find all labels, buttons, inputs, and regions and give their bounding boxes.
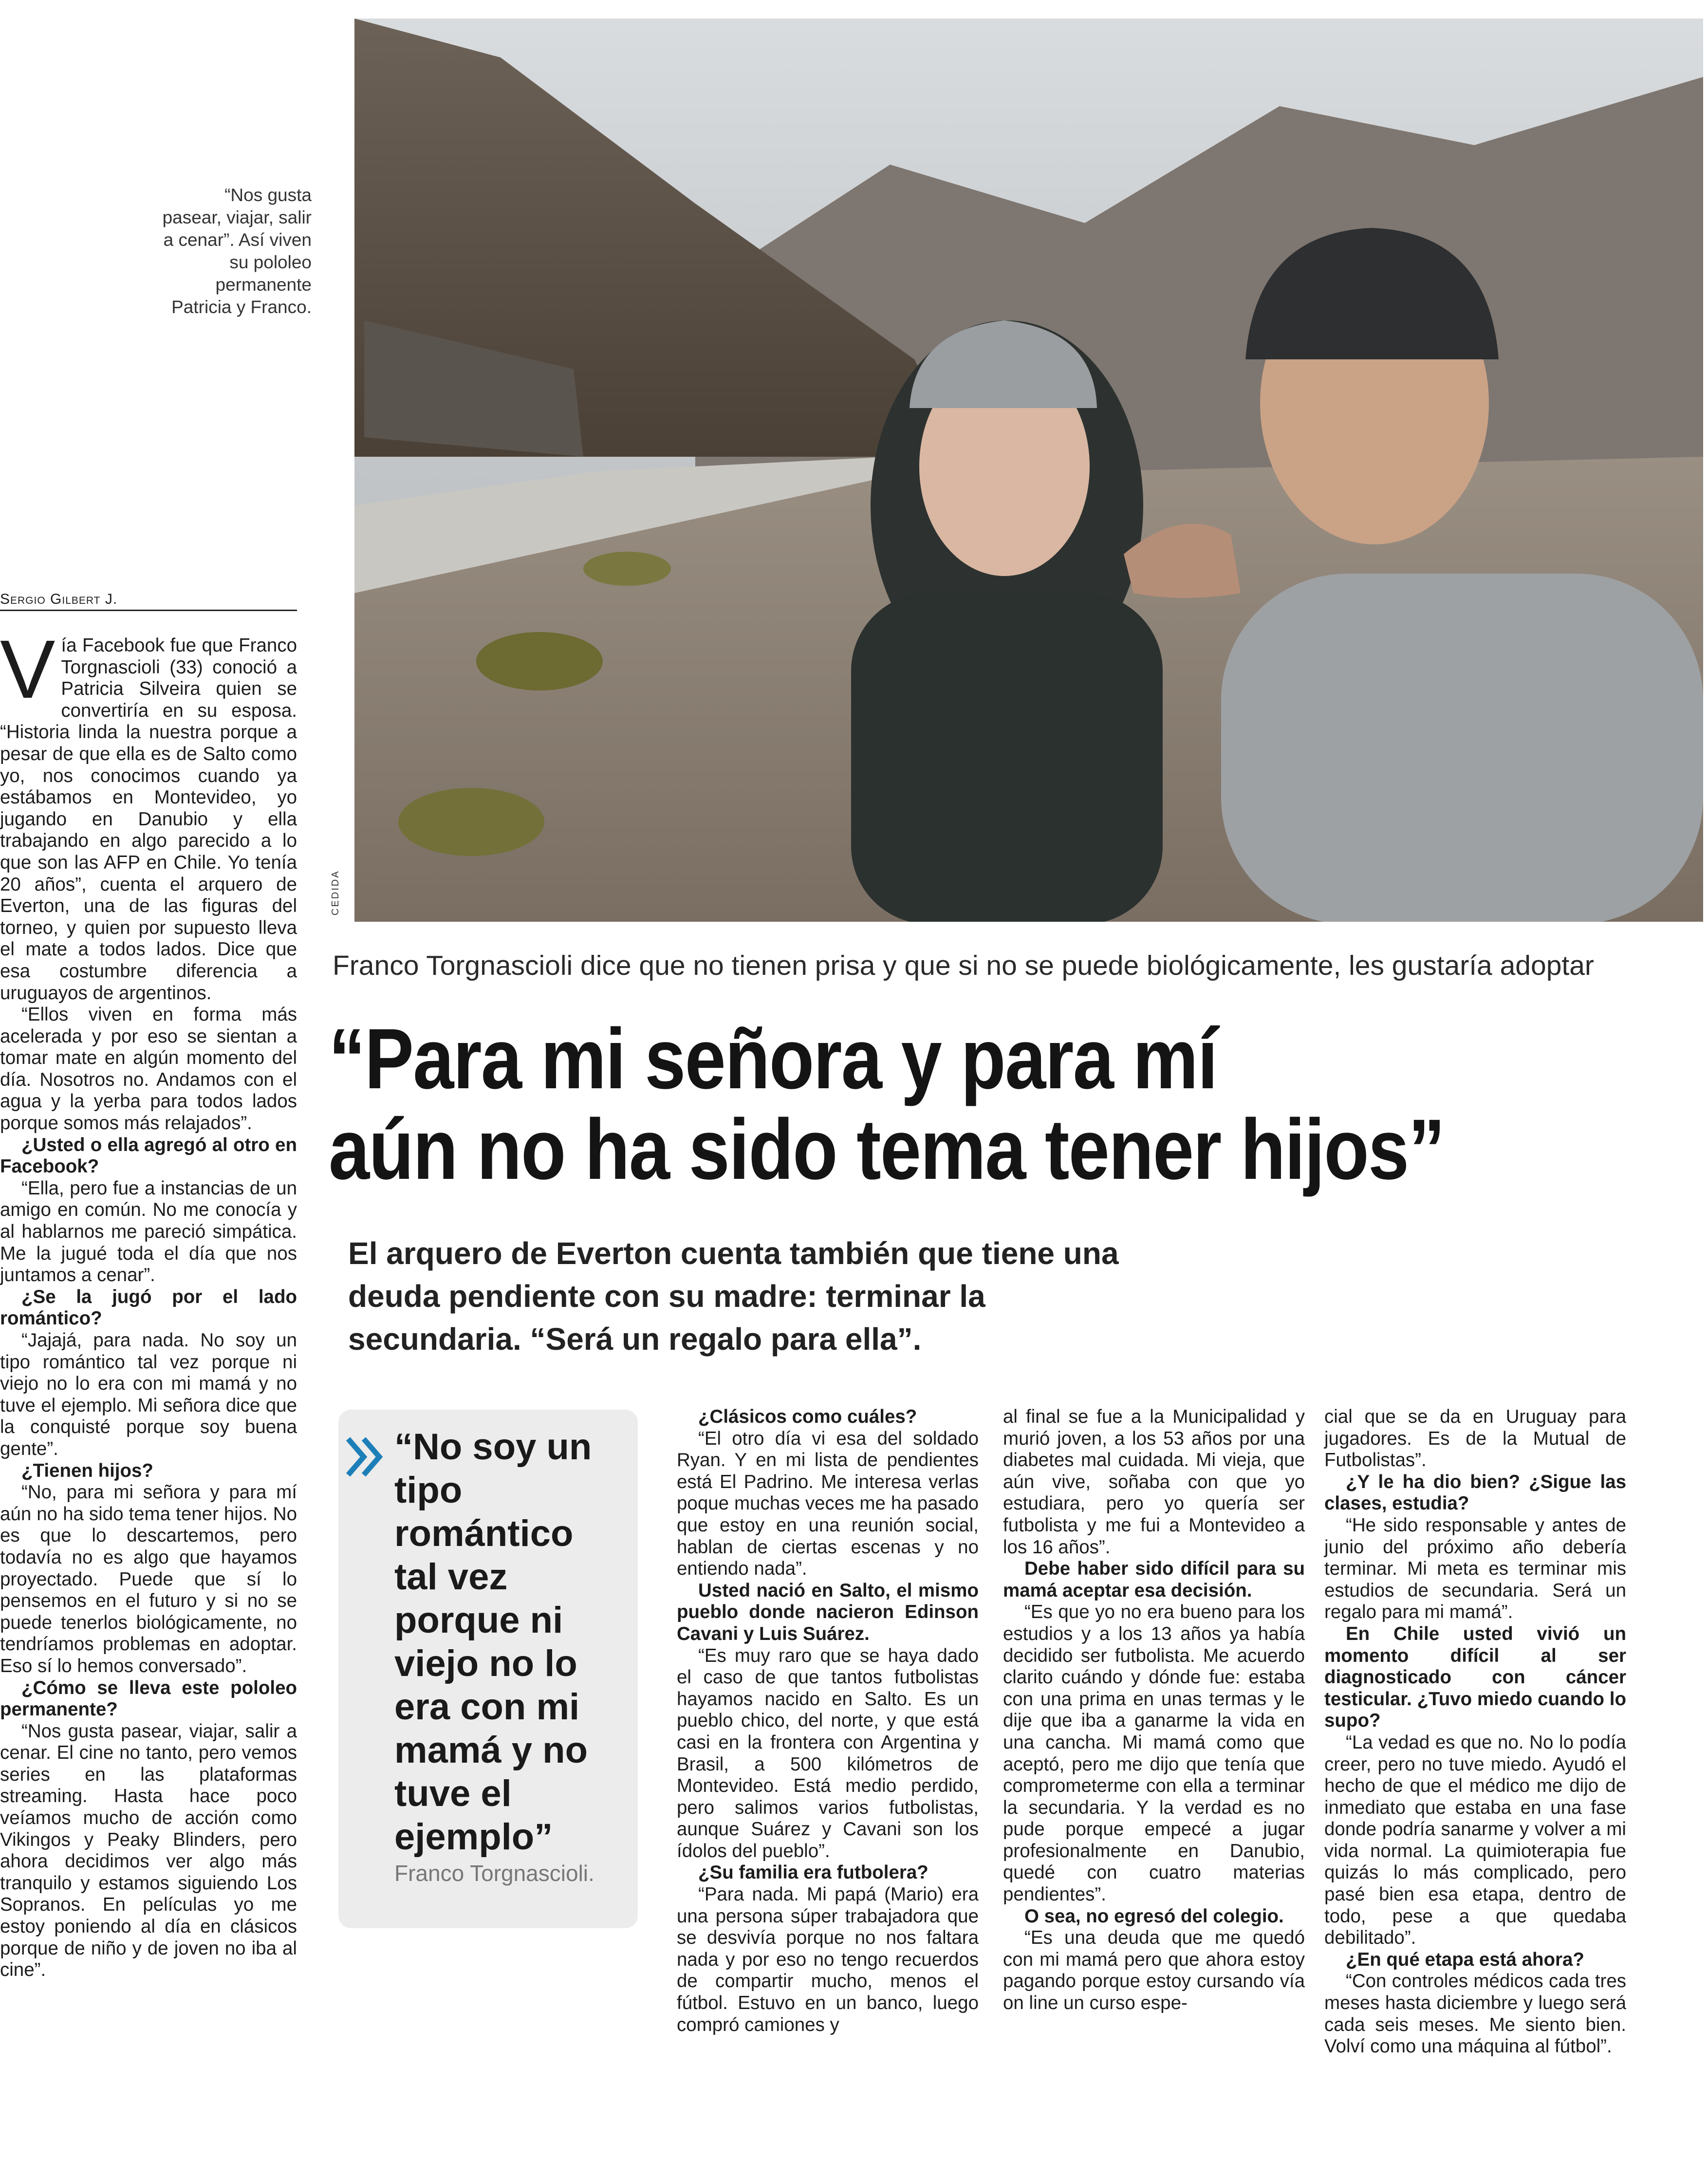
question: ¿Clásicos como cuáles? (698, 1406, 917, 1427)
byline: Sergio Gilbert J. (0, 591, 297, 611)
answer: “Es que yo no era bueno para los estudios y a los 13 años ya había decidido ser futbolista. Me acuerdo clarito cuándo y dónde fue: estaba con una prima en unas termas y le dije que iba a ganarme la vida en una cancha. Mi mamá como que aceptó, pero me dijo que tenía que comprometerme con ella a terminar la secundaria. Y la verdad es no pude porque empecé a jugar profesionalmente en Danubio, quedé con cuatro materias pendientes”. (1003, 1601, 1305, 1905)
answer-continued: al final se fue a la Municipalidad y murió joven, a los 53 años por una diabetes mal cuidada. Mi vieja, que aún vive, soñaba con que yo estudiara, pero yo quería ser futbolista y me fui a Montevideo a los 16 años”. (1003, 1406, 1305, 1558)
question: En Chile usted vivió un momento difícil al ser diagnosticado con cáncer testicular. ¿Tuvo miedo cuando lo supo? (1324, 1623, 1626, 1731)
column-5 (1324, 1406, 1626, 2058)
answer: “Es muy raro que se haya dado el caso de que tantos futbolistas hayamos nacido en Salto. Es un pueblo chico, del norte, y que está casi en la frontera con Argentina y Brasil, a 500 kilómetros de Montevideo. Está medio perdido, pero salimos varios futbolistas, aunque Suárez y Cavani son los ídolos del pueblo”. (677, 1645, 979, 1862)
drop-cap: V (0, 623, 56, 716)
headline-line-1: “Para mi señora y para mí (329, 1011, 1217, 1107)
question: ¿Y le ha dio bien? ¿Sigue las clases, estudia? (1324, 1471, 1626, 1514)
answer: “Para nada. Mi papá (Mario) era una persona súper trabajadora que se desvivía porque no nos faltara nada y por eso no tengo recuerdos de compartir mucho, menos el fútbol. Estuvo en un banco, luego compró camiones y (677, 1884, 979, 2035)
question: ¿Se la jugó por el lado romántico? (0, 1286, 297, 1329)
question: O sea, no egresó del colegio. (1024, 1905, 1284, 1927)
paragraph: “Ellos viven en forma más acelerada y por eso se sientan a tomar mate en algún momento del día. Nosotros no. Andamos con el agua y la yerba para todos lados porque somos más relajados”. (0, 1004, 297, 1134)
subhead-line-1: El arquero de Everton cuenta también que tiene una (348, 1236, 1119, 1271)
photo-credit: CEDIDA (330, 870, 341, 915)
subhead (348, 1232, 1176, 1360)
column-1 (0, 623, 297, 1981)
answer: “El otro día vi esa del soldado Ryan. Y en mi lista de pendientes está El Padrino. Me interesa verlas poque muchas veces me ha pasado que estoy en una reunión social, hablan de ciertas escenas y no entiendo nada”. (677, 1428, 979, 1580)
pull-quote-text: “No soy un tipo romántico tal vez porque ni viejo no lo era con mi mamá y no tuve el ejemplo” (394, 1426, 592, 1858)
side-photo-caption: “Nos gusta pasear, viajar, salir a cenar”. Así viven su pololeo permanente Patricia y Franco. (162, 185, 312, 317)
photo-illustration (354, 19, 1703, 922)
question: ¿En qué etapa está ahora? (1346, 1949, 1584, 1970)
headline (329, 1011, 1585, 1197)
question: ¿Tienen hijos? (21, 1460, 153, 1481)
pull-quote-source: Franco Torgnascioli. (394, 1861, 594, 1886)
question: Usted nació en Salto, el mismo pueblo donde nacieron Edinson Cavani y Luis Suárez. (677, 1580, 979, 1644)
answer: “Con controles médicos cada tres meses hasta diciembre y luego será cada seis meses. Me siento bien. Volví como una máquina al fútbol”. (1324, 1971, 1626, 2057)
couple-photo (354, 19, 1703, 922)
photo-caption: Franco Torgnascioli dice que no tienen prisa y que si no se puede biológicamente, les gustaría adoptar (333, 950, 1594, 981)
subhead-line-3: secundaria. “Será un regalo para ella”. (348, 1322, 922, 1357)
answer: “Ella, pero fue a instancias de un amigo en común. No me conocía y al hablarnos me pareció simpática. Me la jugué toda el día que nos juntamos a cenar”. (0, 1177, 297, 1286)
answer: “La vedad es que no. No lo podía creer, pero no tuve miedo. Ayudó el hecho de que el médico me dijo de inmediato que estaba en una fase donde podría sanarme y volver a mi vida normal. La quimioterapia fue quizás lo más complicado, pero pasé bien esa etapa, dentro de todo, pese a que quedaba debilitado”. (1324, 1731, 1626, 1949)
answer: “Es una deuda que me quedó con mi mamá pero que ahora estoy pagando porque estoy cursando vía on line un curso espe- (1003, 1927, 1305, 2014)
answer: “Nos gusta pasear, viajar, salir a cenar. El cine no tanto, pero vemos series en las plataformas streaming. Hasta hace poco veíamos mucho de acción como Vikingos y Peaky Blinders, pero ahora decidimos ver algo más tranquilo y estamos siguiendo Los Sopranos. En películas yo me estoy poniendo al día en clásicos porque de niño y de joven no iba al cine”. (0, 1720, 297, 1981)
question: ¿Cómo se lleva este pololeo permanente? (0, 1677, 297, 1720)
double-chevron-icon (344, 1435, 388, 1481)
answer: “No, para mi señora y para mí aún no ha sido tema tener hijos. No es que lo descartemos, pero todavía no es algo que hayamos proyectado. Puede que sí lo pensemos en el futuro y si no se puede tenerlos biológicamente, no tendríamos problemas en adoptar. Eso sí lo hemos conversado”. (0, 1482, 297, 1676)
subhead-line-2: deuda pendiente con su madre: terminar la (348, 1279, 985, 1314)
answer-continued: cial que se da en Uruguay para jugadores. Es de la Mutual de Futbolistas”. (1324, 1406, 1626, 1471)
question: ¿Su familia era futbolera? (698, 1862, 928, 1883)
answer: “Jajajá, para nada. No soy un tipo romántico tal vez porque ni viejo no lo era con mi mamá y no tuve el ejemplo. Mi señora dice que la conquisté porque soy buena gente”. (0, 1330, 297, 1459)
column-4 (1003, 1406, 1305, 2014)
answer: “He sido responsable y antes de junio del próximo año debería terminar. Mi meta es terminar mis estudios de secundaria. Será un regalo para mi mamá”. (1324, 1514, 1626, 1623)
question: ¿Usted o ella agregó al otro en Facebook? (0, 1134, 297, 1177)
column-3 (677, 1406, 979, 2036)
question: Debe haber sido difícil para su mamá aceptar esa decisión. (1003, 1558, 1305, 1601)
lead-paragraph: Vía Facebook fue que Franco Torgnascioli (33) conoció a Patricia Silveira quien se convertiría en su esposa. “Historia linda la nuestra porque a pesar de que ella es de Salto como yo, nos conocimos cuando ya estábamos en Montevideo, yo jugando en Danubio y ella trabajando en algo parecido a lo que son las AFP en Chile. Yo tenía 20 años”, cuenta el arquero de Everton, una de las figuras del torneo, y quien por supuesto lleva el mate a todos lados. Dice que esa costumbre diferencia a uruguayos de argentinos. (0, 623, 297, 1004)
headline-line-2: aún no ha sido tema tener hijos” (329, 1102, 1445, 1197)
pull-quote-box (338, 1410, 638, 1928)
